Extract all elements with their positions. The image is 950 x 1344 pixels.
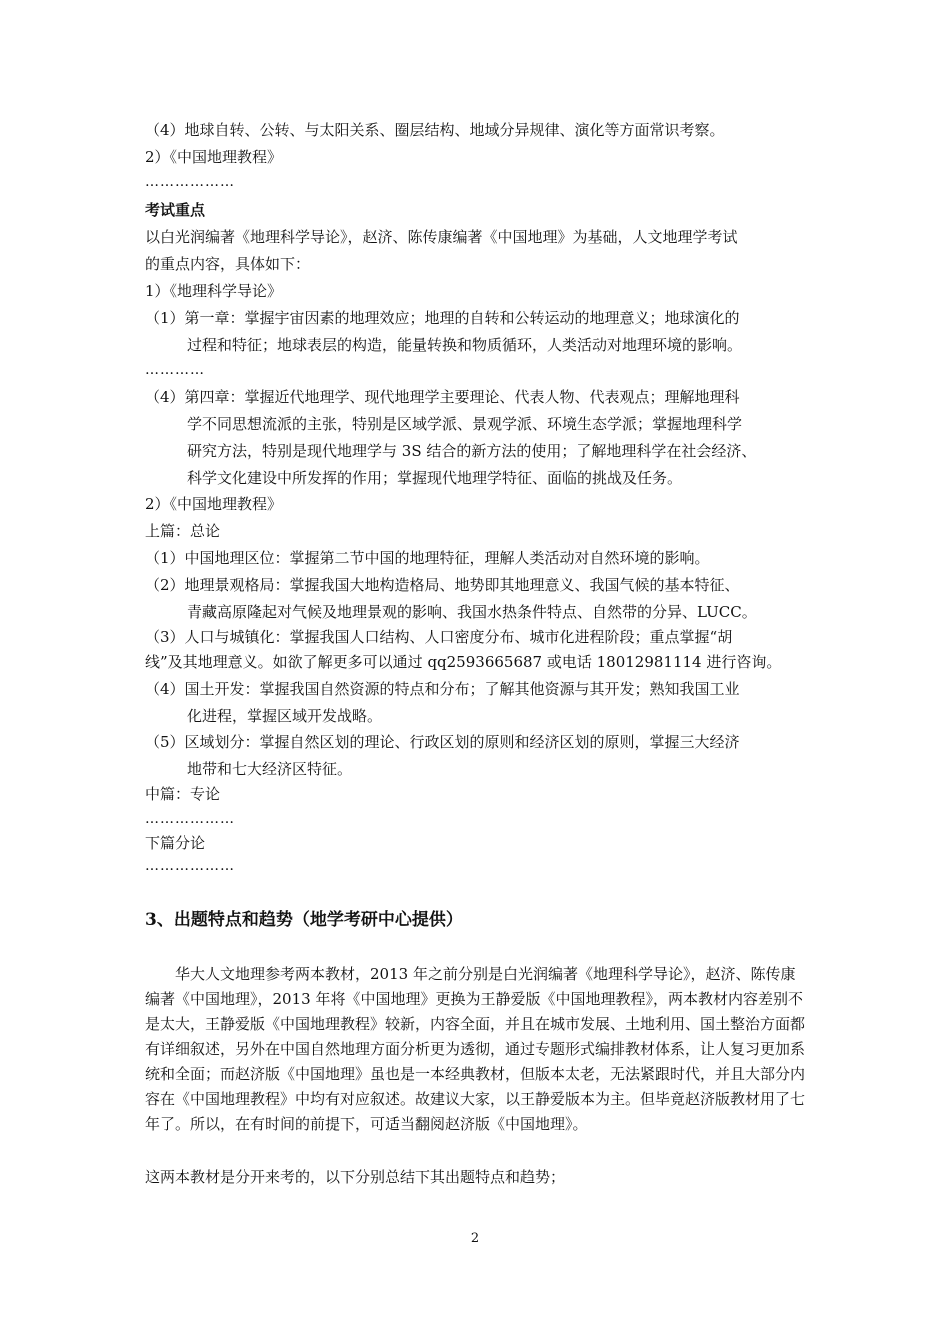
text-line: 科学文化建设中所发挥的作用；掌握现代地理学特征、面临的挑战及任务。 <box>187 469 683 487</box>
text-line: （5）区域划分：掌握自然区划的理论、行政区划的原则和经济区划的原则，掌握三大经济 <box>145 733 740 751</box>
text-line: 过程和特征；地球表层的构造，能量转换和物质循环，人类活动对地理环境的影响。 <box>187 336 743 354</box>
text-line: （4）地球自转、公转、与太阳关系、圈层结构、地域分异规律、演化等方面常识考察。 <box>145 121 725 139</box>
text-line: 研究方法，特别是现代地理学与 3S 结合的新方法的使用；了解地理科学在社会经济、 <box>187 442 757 460</box>
text-line: 2）《中国地理教程》 <box>145 495 283 513</box>
text-line: 中篇：专论 <box>145 785 221 803</box>
text-line: （3）人口与城镇化：掌握我国人口结构、人口密度分布、城市化进程阶段；重点掌握“胡 <box>145 628 733 646</box>
ellipsis-line: ……………… <box>145 811 235 827</box>
text-line: （4）第四章：掌握近代地理学、现代地理学主要理论、代表人物、代表观点；理解地理科 <box>145 388 740 406</box>
text-line: （1）第一章：掌握宇宙因素的地理效应；地理的自转和公转运动的地理意义；地球演化的 <box>145 309 740 327</box>
text-line: 青藏高原隆起对气候及地理景观的影响、我国水热条件特点、自然带的分异、LUCC。 <box>187 603 757 621</box>
text-line: 以白光润编著《地理科学导论》，赵济、陈传康编著《中国地理》为基础，人文地理学考试 <box>145 228 738 246</box>
text-line: 这两本教材是分开来考的，以下分别总结下其出题特点和趋势； <box>145 1168 566 1186</box>
text-line: 化进程，掌握区域开发战略。 <box>187 707 383 725</box>
text-line: 2）《中国地理教程》 <box>145 148 283 166</box>
text-line: 学不同思想流派的主张，特别是区域学派、景观学派、环境生态学派；掌握地理科学 <box>187 415 743 433</box>
text-line: 线”及其地理意义。如欲了解更多可以通过 qq2593665687 或电话 18012981114 进行咨询。 <box>145 653 782 671</box>
text-line: 1）《地理科学导论》 <box>145 282 283 300</box>
ellipsis-line: ………… <box>145 362 205 378</box>
body-paragraph: 华大人文地理参考两本教材，2013 年之前分别是白光润编著《地理科学导论》，赵济、陈传康编著《中国地理》，2013 年将《中国地理》更换为王静爱版《中国地理教程》，两本教材内容差别不是太大，王静爱版《中国地理教程》较新，内容全面，并且在城市发展、土地利用、国土整治方面都有详细叙述，另外在中国自然地理方面分析更为透彻，通过专题形式编排教材体系，让人复习更加系统和全面；而赵济版《中国地理》虽也是一本经典教材，但版本太老，无法紧跟时代，并且大部分内容在《中国地理教程》中均有对应叙述。故建议大家，以王静爱版本为主。但毕竟赵济版教材用了七年了。所以，在有时间的前提下，可适当翻阅赵济版《中国地理》。 <box>145 965 806 1133</box>
text-line: 地带和七大经济区特征。 <box>187 760 353 778</box>
text-line: （1）中国地理区位：掌握第二节中国的地理特征，理解人类活动对自然环境的影响。 <box>145 549 710 567</box>
text-line: 上篇：总论 <box>145 522 221 540</box>
ellipsis-line: ……………… <box>145 858 235 874</box>
text-line: 的重点内容，具体如下： <box>145 255 311 273</box>
ellipsis-line: ……………… <box>145 174 235 190</box>
section-subheading: 考试重点 <box>145 201 206 219</box>
section-heading: 3、出题特点和趋势（地学考研中心提供） <box>145 910 463 930</box>
text-line: （4）国土开发：掌握我国自然资源的特点和分布；了解其他资源与其开发；熟知我国工业 <box>145 680 740 698</box>
text-line: （2）地理景观格局：掌握我国大地构造格局、地势即其地理意义、我国气候的基本特征、 <box>145 576 740 594</box>
page-number: 2 <box>470 1231 480 1246</box>
text-line: 下篇分论 <box>145 834 206 852</box>
